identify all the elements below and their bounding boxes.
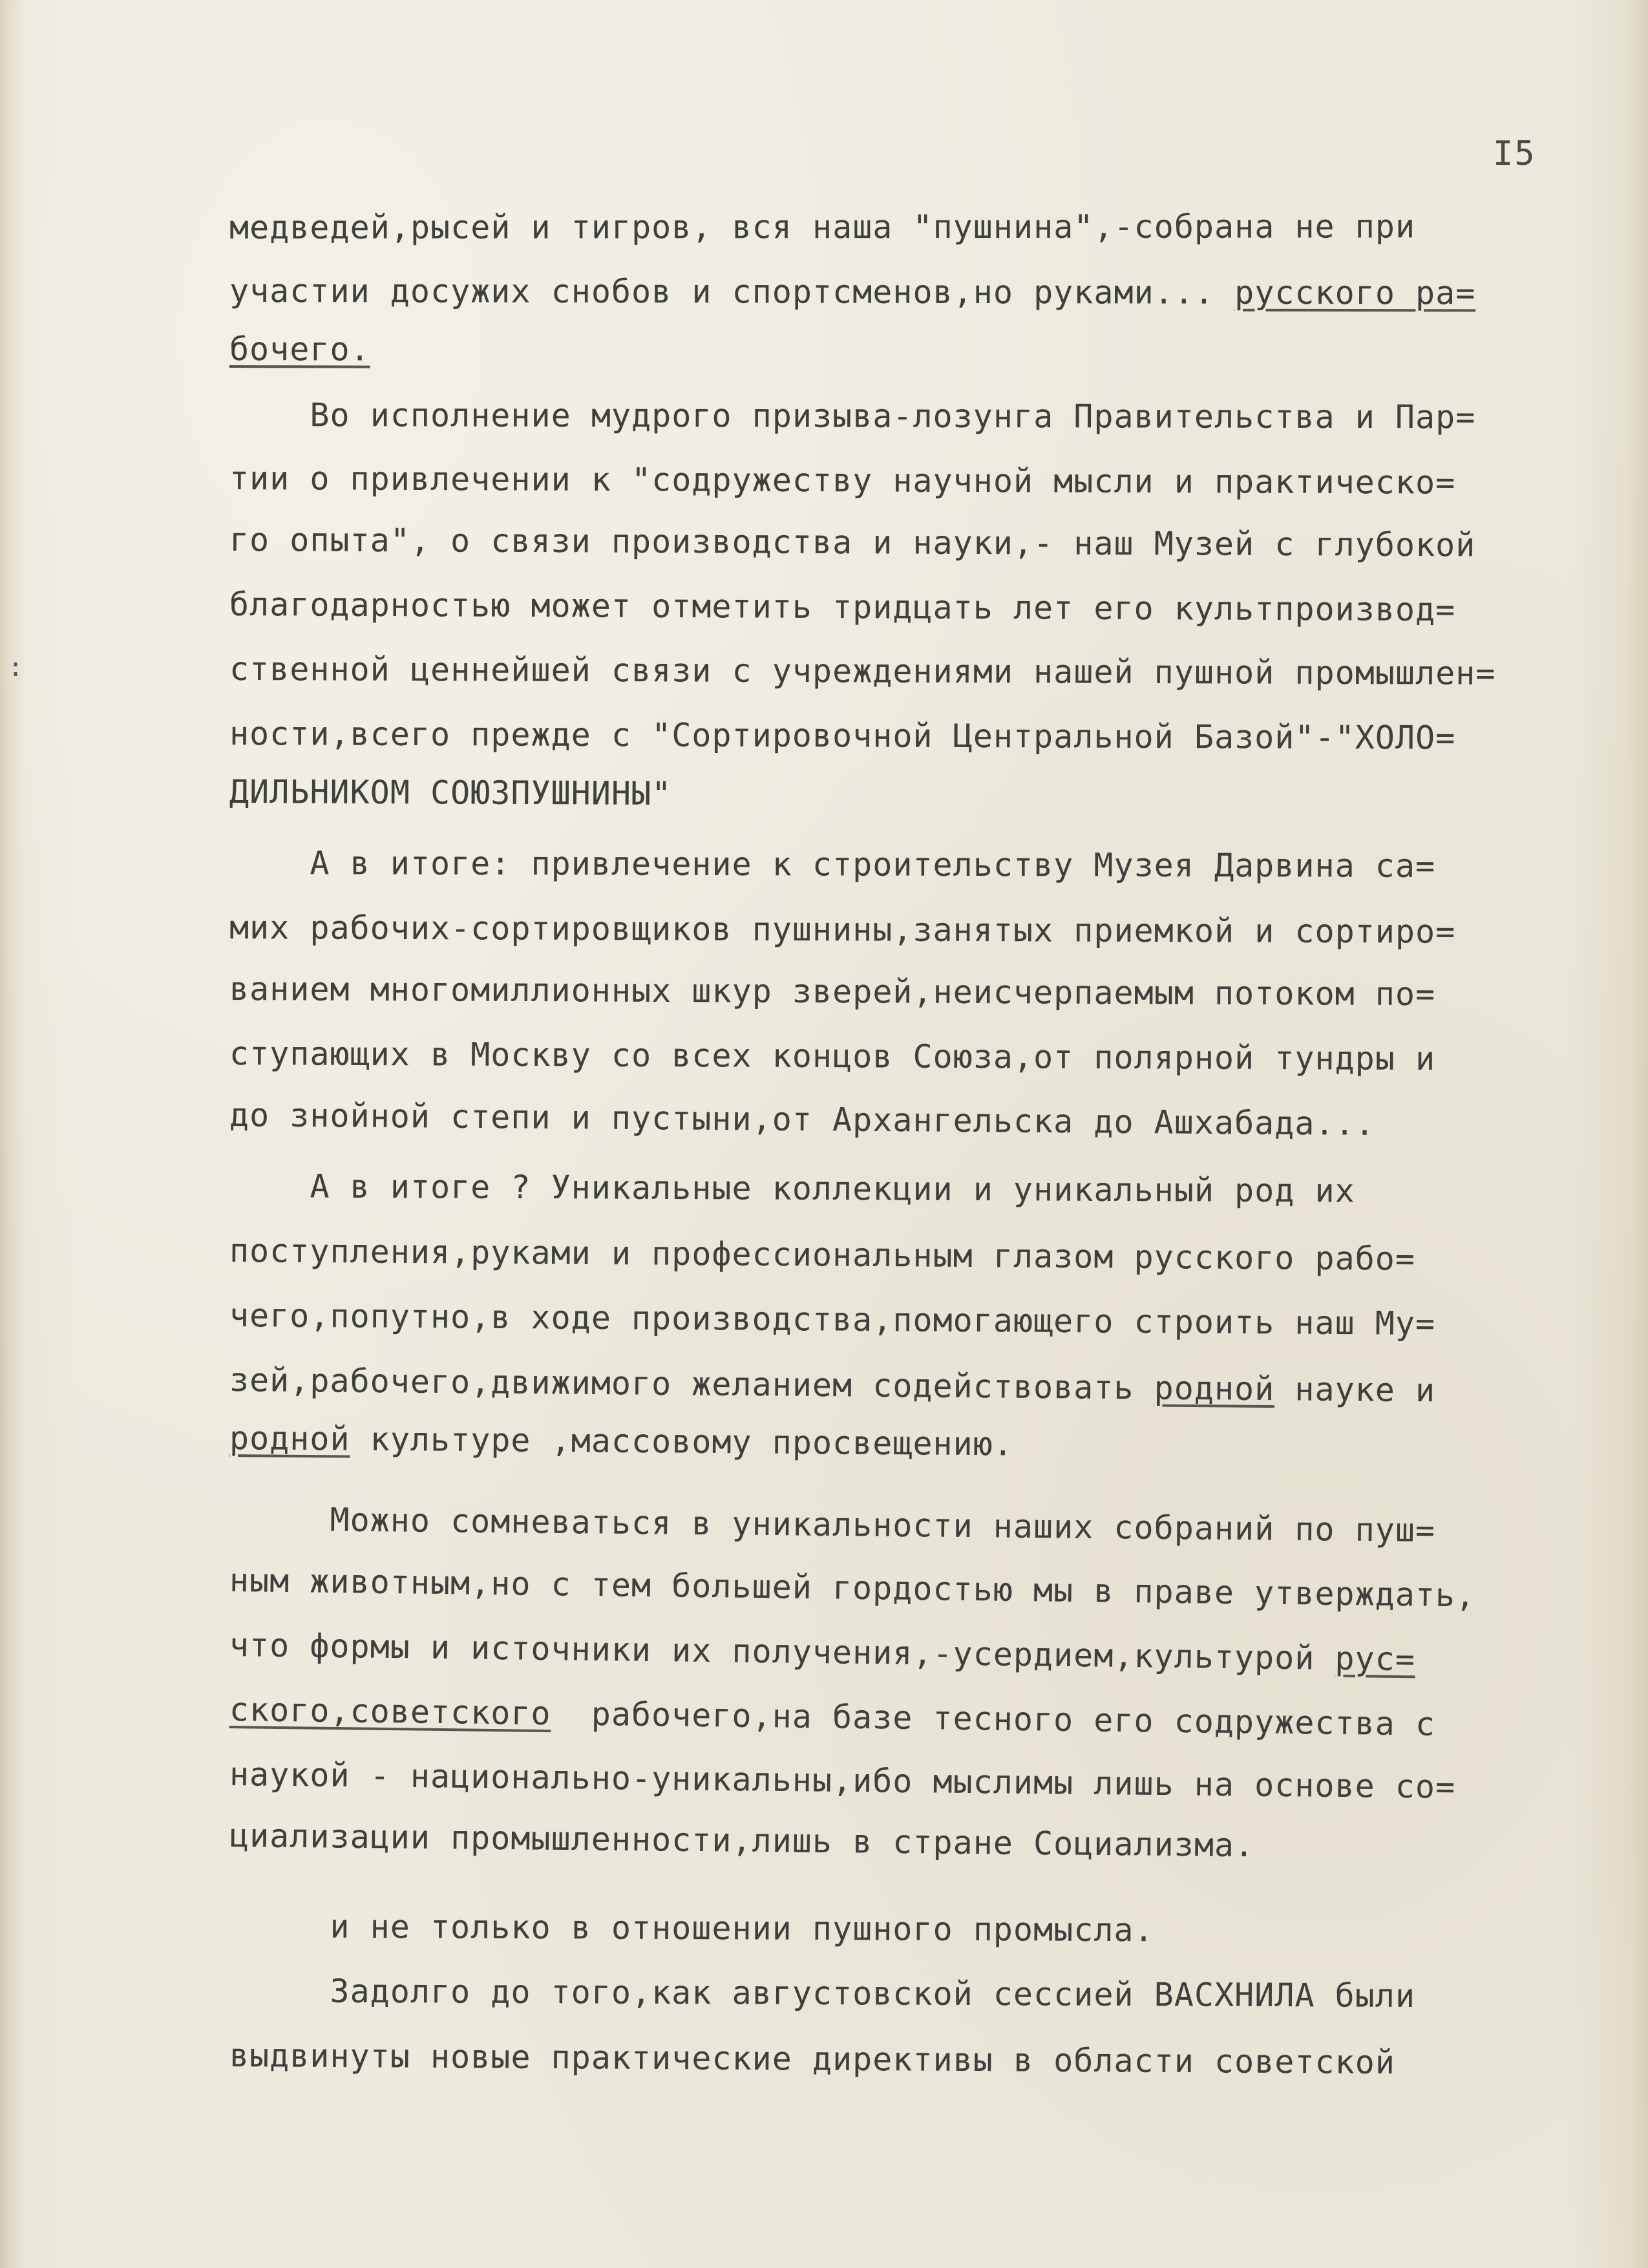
text-line <box>229 650 1496 693</box>
text-line <box>229 1561 1476 1615</box>
text-line <box>229 1816 1255 1865</box>
line-text: выдвинуты новые практические директивы в области советской <box>229 2037 1396 2082</box>
line-text: поступления,руками и профессиональным глазом русского рабо= <box>229 1232 1416 1278</box>
underlined-text: русского ра= <box>1234 273 1476 312</box>
text-line <box>229 970 1435 1013</box>
line-text: участии досужих снобов и спортсменов,но руками... <box>229 272 1235 312</box>
page-number: I5 <box>1493 134 1536 173</box>
line-text: Задолго до того,как августовской сессией ВАСХНИЛА были <box>229 1972 1416 2015</box>
text-line <box>229 1231 1415 1278</box>
line-text: Можно сомневаться в уникальности наших собраний по пуш= <box>229 1500 1436 1549</box>
line-text: науке и <box>1274 1370 1436 1410</box>
text-line <box>229 396 1475 436</box>
line-text: культуре ,массовому просвещению. <box>350 1420 1014 1463</box>
line-text: зей,рабочего,движимого желанием содействовать <box>229 1361 1154 1407</box>
line-text: А в итоге: привлечение к строительству Музея Дарвина са= <box>229 844 1436 885</box>
line-text: и не только в отношении пушного промысла. <box>229 1907 1154 1949</box>
line-text: благодарностью может отметить тридцать лет его культпроизвод= <box>229 586 1456 629</box>
text-line <box>229 585 1456 629</box>
text-line <box>229 207 1415 247</box>
underlined-text: родной <box>1154 1369 1275 1408</box>
line-text: тии о привлечении к "содружеству научной мысли и практическо= <box>229 460 1456 502</box>
line-text: рабочего,на базе тесного его содружества с <box>551 1695 1436 1743</box>
text-line <box>229 330 370 369</box>
text-line <box>229 1971 1415 2015</box>
line-text: А в итоге ? Уникальные коллекции и уникальный род их <box>229 1167 1355 1210</box>
line-text: ным животным,но с тем большей гордостью мы в праве утверждать, <box>229 1562 1476 1615</box>
line-text: ванием многомиллионных шкур зверей,неисчерпаемым потоком по= <box>229 970 1436 1013</box>
line-text: чего,попутно,в ходе производства,помогающего строить наш Му= <box>229 1297 1436 1343</box>
text-line <box>229 520 1476 564</box>
text-line <box>229 772 672 813</box>
underlined-text: бочего. <box>229 330 370 368</box>
text-line <box>229 1626 1416 1679</box>
underlined-text: родной <box>229 1419 350 1458</box>
line-text: го опыта", о связи производства и науки,- наш Музей с глубокой <box>229 521 1476 564</box>
text-line <box>229 1500 1436 1550</box>
line-text: циализации промышленности,лишь в стране Социализма. <box>229 1817 1255 1865</box>
text-line <box>229 843 1435 885</box>
text-line <box>229 271 1475 312</box>
line-text: Во исполнение мудрого призыва-лозунга Правительства и Пар= <box>229 396 1476 436</box>
text-line <box>229 2036 1395 2082</box>
line-text: ности,всего прежде с "Сортировочной Центральной Базой"-"ХОЛО= <box>229 715 1456 757</box>
text-line <box>229 1034 1435 1078</box>
line-text: ДИЛЬНИКОМ СОЮЗПУШНИНЫ" <box>229 773 672 812</box>
text-line <box>229 1907 1154 1949</box>
text-line <box>229 908 1455 951</box>
text-line <box>229 1167 1355 1211</box>
text-line <box>229 714 1455 758</box>
line-text: мих рабочих-сортировщиков пушнины,занятых приемкой и сортиро= <box>229 909 1456 951</box>
text-line <box>229 1296 1436 1343</box>
line-text: до знойной степи и пустыни,от Архангельска до Ашхабада... <box>229 1096 1376 1143</box>
margin-mark: : <box>8 653 24 683</box>
underlined-text: ского,советского <box>229 1691 551 1733</box>
text-line <box>229 459 1455 502</box>
line-text: медведей,рысей и тигров, вся наша "пушнина",-собрана не при <box>229 207 1416 246</box>
line-text: что формы и источники их получения,-усердием,культурой <box>229 1626 1335 1677</box>
line-text: ственной ценнейшей связи с учреждениями нашей пушной промышлен= <box>229 650 1496 692</box>
text-line <box>229 1690 1436 1744</box>
text-line <box>229 1096 1375 1143</box>
underlined-text: рус= <box>1335 1639 1416 1679</box>
text-line <box>229 1419 1013 1464</box>
text-line <box>229 1755 1456 1807</box>
text-line <box>229 1361 1436 1410</box>
line-text: наукой - национально-уникальны,ибо мыслимы лишь на основе со= <box>229 1755 1456 1806</box>
line-text: ступающих в Москву со всех концов Союза,от полярной тундры и <box>229 1035 1436 1078</box>
